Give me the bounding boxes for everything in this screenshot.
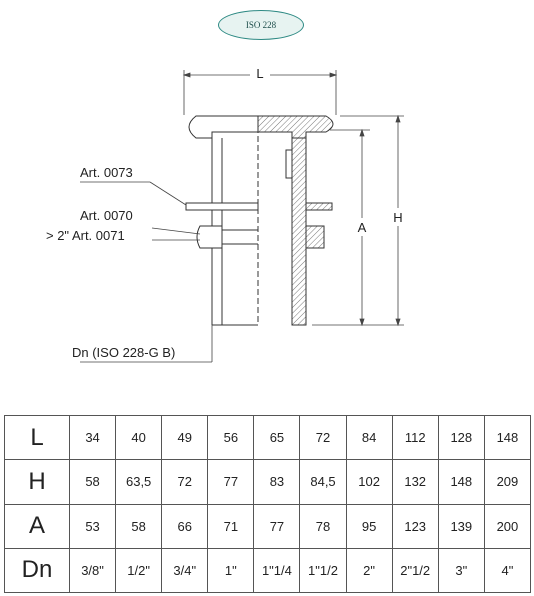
label-art-0070: Art. 0070 <box>80 208 133 223</box>
table-cell: 56 <box>208 416 254 460</box>
table-cell: 53 <box>70 504 116 548</box>
row-header: Dn <box>5 548 70 592</box>
table-cell: 123 <box>392 504 438 548</box>
table-cell: 1"1/2 <box>300 548 346 592</box>
table-cell: 139 <box>438 504 484 548</box>
flange-section <box>258 116 333 138</box>
table-cell: 4" <box>484 548 530 592</box>
row-header: L <box>5 416 70 460</box>
table-cell: 3" <box>438 548 484 592</box>
table-row <box>5 504 531 548</box>
label-dn: Dn (ISO 228-G B) <box>72 345 176 360</box>
washer-outline <box>186 203 258 210</box>
table-cell: 2"1/2 <box>392 548 438 592</box>
flange-left <box>189 116 258 138</box>
body-notch <box>286 150 292 178</box>
dimension-table <box>4 415 531 593</box>
table-cell: 72 <box>300 416 346 460</box>
table-cell: 128 <box>438 416 484 460</box>
table-cell: 65 <box>254 416 300 460</box>
table-cell: 58 <box>70 460 116 504</box>
table-cell: 3/8" <box>70 548 116 592</box>
table-cell: 200 <box>484 504 530 548</box>
table-cell: 72 <box>162 460 208 504</box>
table-cell: 78 <box>300 504 346 548</box>
nut-outline <box>197 226 222 248</box>
washer-section <box>306 203 332 210</box>
table-cell: 83 <box>254 460 300 504</box>
table-cell: 1/2" <box>116 548 162 592</box>
table-cell: 71 <box>208 504 254 548</box>
table-cell: 148 <box>438 460 484 504</box>
table-cell: 58 <box>116 504 162 548</box>
iso-badge: ISO 228 <box>218 10 304 40</box>
table-cell: 77 <box>208 460 254 504</box>
dimension-h-label: H <box>393 210 403 225</box>
row-header: A <box>5 504 70 548</box>
table-cell: 84,5 <box>300 460 346 504</box>
table-row <box>5 548 531 592</box>
dimension-l-label: L <box>256 66 264 81</box>
table-cell: 66 <box>162 504 208 548</box>
table-cell: 49 <box>162 416 208 460</box>
table-cell: 102 <box>346 460 392 504</box>
body-wall-section <box>292 138 306 325</box>
row-header: H <box>5 460 70 504</box>
table-cell: 84 <box>346 416 392 460</box>
table-row <box>5 416 531 460</box>
table-cell: 3/4" <box>162 548 208 592</box>
dimension-a-label: A <box>357 220 367 235</box>
table-cell: 112 <box>392 416 438 460</box>
label-art-0073: Art. 0073 <box>80 165 133 180</box>
table-cell: 2" <box>346 548 392 592</box>
table-cell: 209 <box>484 460 530 504</box>
table-cell: 1" <box>208 548 254 592</box>
nut-section <box>306 226 324 248</box>
table-cell: 148 <box>484 416 530 460</box>
table-cell: 77 <box>254 504 300 548</box>
table-cell: 95 <box>346 504 392 548</box>
label-art-0071: > 2" Art. 0071 <box>46 228 125 243</box>
body-outline <box>212 118 258 325</box>
table-cell: 1"1/4 <box>254 548 300 592</box>
table-row <box>5 460 531 504</box>
table-cell: 63,5 <box>116 460 162 504</box>
table-cell: 40 <box>116 416 162 460</box>
table-cell: 132 <box>392 460 438 504</box>
table-cell: 34 <box>70 416 116 460</box>
